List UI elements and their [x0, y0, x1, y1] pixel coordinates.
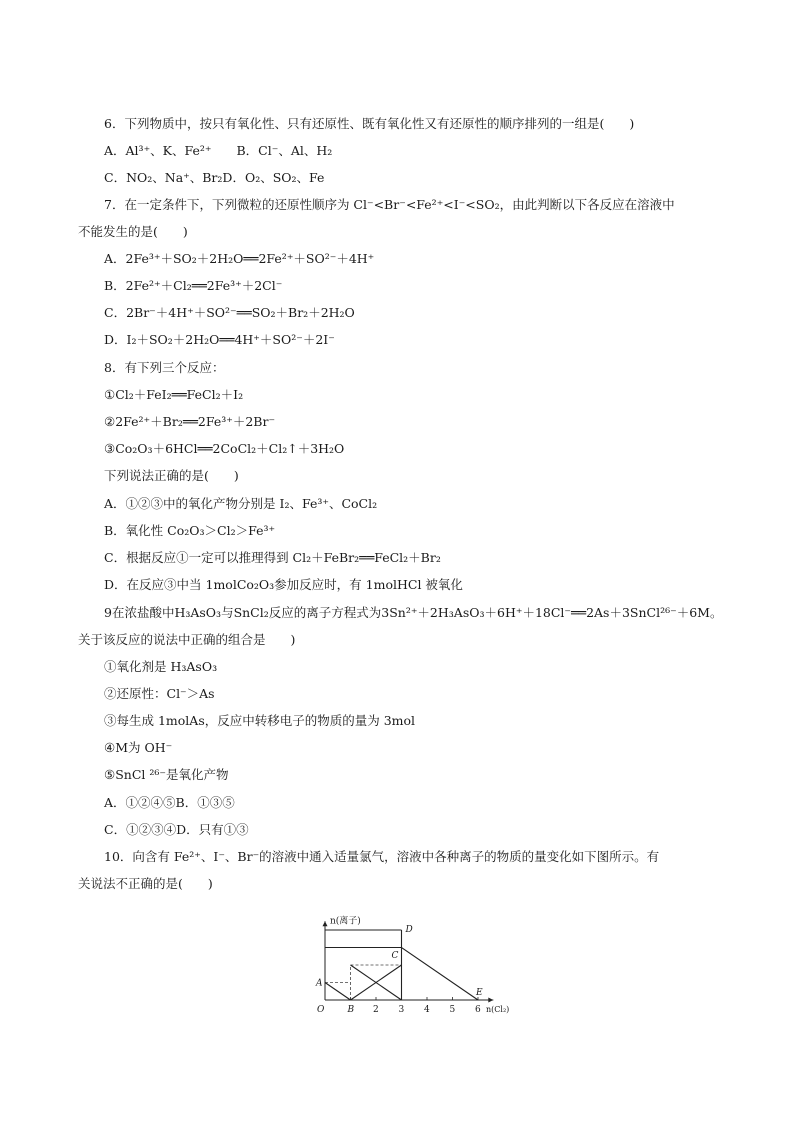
- q8-reaction-2: ②2Fe²⁺＋Br₂══2Fe³⁺＋2Br⁻: [104, 414, 276, 429]
- q6-stem: 6．下列物质中，按只有氧化性、只有还原性、既有氧化性又有还原性的顺序排列的一组是( ): [104, 116, 635, 131]
- q7-option-d: D．I₂＋SO₂＋2H₂O══4H⁺＋SO²⁻＋2I⁻: [104, 332, 335, 347]
- q7-option-b: B．2Fe²⁺＋Cl₂══2Fe³⁺＋2Cl⁻: [104, 278, 283, 293]
- y-axis-label: n(离子): [330, 916, 361, 927]
- point-label-e: E: [476, 988, 483, 998]
- q7-stem-line2: 不能发生的是( ): [78, 224, 188, 239]
- q7-option-c: C．2Br⁻＋4H⁺＋SO²⁻══SO₂＋Br₂＋2H₂O: [104, 305, 355, 320]
- q8-option-a: A．①②③中的氧化产物分别是 I₂、Fe³⁺、CoCl₂: [104, 496, 378, 511]
- q9-statement-5: ⑤SnCl ²⁶⁻是氧化产物: [104, 767, 229, 782]
- point-label-a: A: [316, 978, 323, 989]
- x-tick-label: 6: [475, 1005, 481, 1015]
- q6-options-ab: A．Al³⁺、K、Fe²⁺ B．Cl⁻、Al、H₂: [104, 143, 333, 158]
- ion-amount-chart-svg: [300, 905, 520, 1025]
- q6-options-cd: C．NO₂、Na⁺、Br₂D．O₂、SO₂、Fe: [104, 170, 325, 185]
- x-axis-arrow: [488, 998, 493, 1003]
- x-tick-label: 3: [398, 1005, 405, 1015]
- x-tick-label: B: [347, 1005, 355, 1015]
- q8-question: 下列说法正确的是( ): [104, 468, 239, 483]
- q10-stem-line1: 10．向含有 Fe²⁺、I⁻、Br⁻的溶液中通入适量氯气，溶液中各种离子的物质的量变化如下图所示。有: [104, 849, 660, 864]
- q8-option-c: C．根据反应①一定可以推理得到 Cl₂＋FeBr₂══FeCl₂＋Br₂: [104, 550, 441, 565]
- q9-statement-4: ④M为 OH⁻: [104, 740, 173, 755]
- x-tick-label: O: [317, 1005, 325, 1015]
- x-tick-label: 2: [373, 1005, 379, 1015]
- q8-reaction-1: ①Cl₂＋FeI₂══FeCl₂＋I₂: [104, 387, 244, 402]
- q9-statement-3: ③每生成 1molAs，反应中转移电子的物质的量为 3mol: [104, 713, 416, 728]
- q8-option-d: D．在反应③中当 1molCo₂O₃参加反应时，有 1molHCl 被氧化: [104, 577, 463, 592]
- q7-option-a: A．2Fe³⁺＋SO₂＋2H₂O══2Fe²⁺＋SO²⁻＋4H⁺: [104, 251, 375, 266]
- q8-option-b: B．氧化性 Co₂O₃＞Cl₂＞Fe³⁺: [104, 523, 276, 538]
- q10-stem-line2: 关说法不正确的是( ): [78, 876, 213, 891]
- y-axis-arrow: [323, 921, 328, 926]
- q7-stem-line1: 7．在一定条件下，下列微粒的还原性顺序为 Cl⁻<Br⁻<Fe²⁺<I⁻<SO₂，由此判断以下各反应在溶液中: [104, 197, 675, 212]
- x-axis-label: n(Cl₂): [486, 1005, 510, 1014]
- q9-statement-1: ①氧化剂是 H₃AsO₃: [104, 659, 218, 674]
- series-line-1: [325, 983, 351, 1001]
- q9-options-ab: A．①②④⑤B．①③⑤: [104, 795, 235, 810]
- x-tick-label: 5: [449, 1005, 456, 1015]
- q9-options-cd: C．①②③④D．只有①③: [104, 822, 249, 837]
- q9-stem-line1: 9在浓盐酸中H₃AsO₃与SnCl₂反应的离子方程式为3Sn²⁺＋2H₃AsO₃＋6H⁺＋18Cl⁻══2As＋3SnCl²⁶⁻＋6M。: [104, 605, 723, 620]
- x-tick-label: 4: [424, 1005, 430, 1015]
- point-label-c: C: [391, 951, 399, 961]
- q9-stem-line2: 关于该反应的说法中正确的组合是 ): [78, 632, 296, 647]
- q8-stem: 8．有下列三个反应：: [104, 360, 225, 375]
- point-label-d: D: [405, 925, 413, 935]
- q8-reaction-3: ③Co₂O₃＋6HCl══2CoCl₂＋Cl₂↑＋3H₂O: [104, 441, 345, 456]
- q9-statement-2: ②还原性：Cl⁻＞As: [104, 686, 215, 701]
- ion-amount-graph: [300, 905, 520, 1025]
